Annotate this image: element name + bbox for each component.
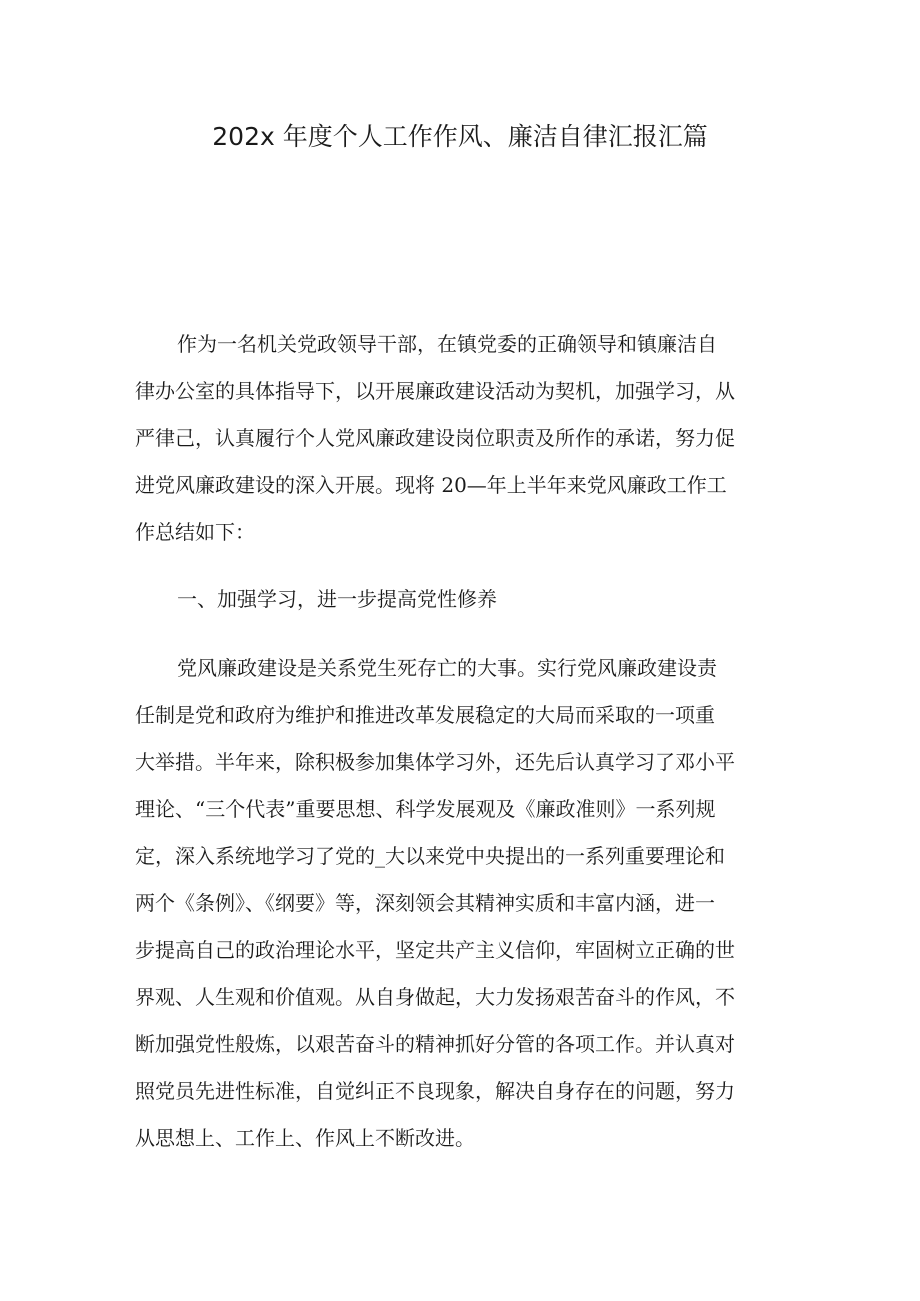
paragraph-line: 步提高自己的政治理论水平，坚定共产主义信仰，牢固树立正确的世 xyxy=(135,938,735,962)
intro-paragraph xyxy=(135,321,775,556)
paragraph-line: 严律己，认真履行个人党风廉政建设岗位职责及所作的承诺，努力促 xyxy=(135,426,735,450)
paragraph-line: 理论、“三个代表”重要思想、科学发展观及《廉政准则》一系列规 xyxy=(135,797,716,821)
document-title: 202x 年度个人工作作风、廉洁自律汇报汇篇 xyxy=(212,122,708,151)
paragraph-line: 大举措。半年来，除积极参加集体学习外，还先后认真学习了邓小平 xyxy=(135,750,735,774)
section-heading-text: 一、加强学习，进一步提高党性修养 xyxy=(177,587,497,611)
paragraph-line: 断加强党性般炼，以艰苦奋斗的精神抓好分管的各项工作。并认真对 xyxy=(135,1032,735,1056)
paragraph-line: 任制是党和政府为维护和推进改革发展稳定的大局而采取的一项重 xyxy=(135,703,715,727)
paragraph-line: 进党风廉政建设的深入开展。现将 20—年上半年来党风廉政工作工 xyxy=(135,473,727,497)
section-paragraph xyxy=(135,645,775,1162)
paragraph-line: 界观、人生观和价值观。从自身做起，大力发扬艰苦奋斗的作风，不 xyxy=(135,985,735,1009)
paragraph-line: 作为一名机关党政领导干部，在镇党委的正确领导和镇廉洁自 xyxy=(177,332,717,356)
paragraph-line: 作总结如下： xyxy=(135,520,255,544)
paragraph-line: 两个《条例》、《纲要》等，深刻领会其精神实质和丰富内涵，进一 xyxy=(135,891,715,915)
paragraph-line: 律办公室的具体指导下，以开展廉政建设活动为契机，加强学习，从 xyxy=(135,379,735,403)
paragraph-line: 照党员先进性标准，自觉纠正不良现象，解决自身存在的问题，努力 xyxy=(135,1079,735,1103)
paragraph-line: 党风廉政建设是关系党生死存亡的大事。实行党风廉政建设责 xyxy=(177,656,717,680)
paragraph-line: 从思想上、工作上、作风上不断改进。 xyxy=(135,1126,475,1150)
section-heading xyxy=(135,576,775,623)
paragraph-line: 定，深入系统地学习了党的_大以来党中央提出的一系列重要理论和 xyxy=(135,844,725,868)
